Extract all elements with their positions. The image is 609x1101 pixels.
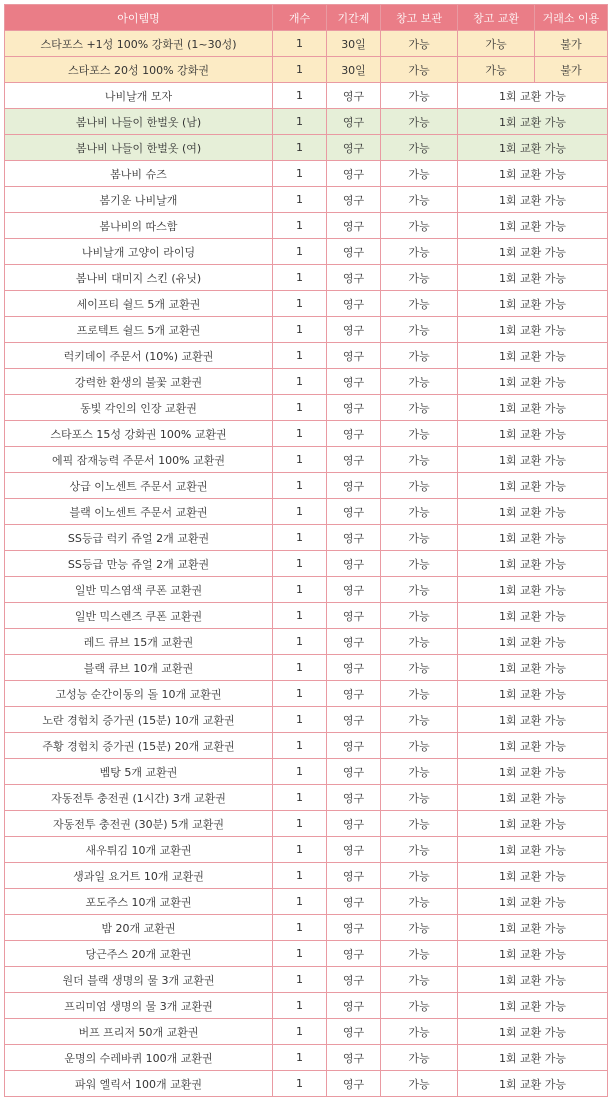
table-row bbox=[5, 759, 608, 785]
cell-count: 1 bbox=[273, 707, 327, 733]
table-row bbox=[5, 941, 608, 967]
cell-storage: 가능 bbox=[381, 707, 458, 733]
cell-period: 영구 bbox=[327, 369, 381, 395]
cell-exchange-trade: 1회 교환 가능 bbox=[458, 447, 608, 473]
cell-period: 30일 bbox=[327, 31, 381, 57]
cell-count: 1 bbox=[273, 83, 327, 109]
cell-item-name: 당근주스 20개 교환권 bbox=[5, 941, 273, 967]
cell-period: 영구 bbox=[327, 915, 381, 941]
table-row bbox=[5, 421, 608, 447]
cell-period: 영구 bbox=[327, 707, 381, 733]
cell-item-name: 상급 이노센트 주문서 교환권 bbox=[5, 473, 273, 499]
cell-storage: 가능 bbox=[381, 83, 458, 109]
cell-period: 영구 bbox=[327, 655, 381, 681]
cell-item-name: 스타포스 15성 강화권 100% 교환권 bbox=[5, 421, 273, 447]
table-row bbox=[5, 993, 608, 1019]
cell-exchange-trade: 1회 교환 가능 bbox=[458, 369, 608, 395]
cell-period: 영구 bbox=[327, 629, 381, 655]
header-exchange: 창고 교환 bbox=[458, 5, 535, 31]
cell-count: 1 bbox=[273, 291, 327, 317]
cell-period: 영구 bbox=[327, 603, 381, 629]
cell-period: 영구 bbox=[327, 863, 381, 889]
cell-storage: 가능 bbox=[381, 967, 458, 993]
cell-count: 1 bbox=[273, 317, 327, 343]
cell-storage: 가능 bbox=[381, 1071, 458, 1097]
cell-item-name: 자동전투 충전권 (1시간) 3개 교환권 bbox=[5, 785, 273, 811]
table-row bbox=[5, 83, 608, 109]
cell-item-name: 고성능 순간이동의 돌 10개 교환권 bbox=[5, 681, 273, 707]
cell-storage: 가능 bbox=[381, 239, 458, 265]
cell-period: 영구 bbox=[327, 785, 381, 811]
table-row bbox=[5, 681, 608, 707]
cell-exchange-trade: 1회 교환 가능 bbox=[458, 733, 608, 759]
cell-storage: 가능 bbox=[381, 447, 458, 473]
cell-count: 1 bbox=[273, 213, 327, 239]
cell-count: 1 bbox=[273, 265, 327, 291]
cell-storage: 가능 bbox=[381, 187, 458, 213]
cell-storage: 가능 bbox=[381, 499, 458, 525]
table-row bbox=[5, 57, 608, 83]
cell-count: 1 bbox=[273, 161, 327, 187]
cell-storage: 가능 bbox=[381, 915, 458, 941]
table-row bbox=[5, 863, 608, 889]
cell-item-name: 에픽 잠재능력 주문서 100% 교환권 bbox=[5, 447, 273, 473]
cell-item-name: 봄나비 나들이 한벌옷 (남) bbox=[5, 109, 273, 135]
table-row bbox=[5, 733, 608, 759]
cell-period: 영구 bbox=[327, 759, 381, 785]
cell-item-name: 럭키데이 주문서 (10%) 교환권 bbox=[5, 343, 273, 369]
header-storage: 창고 보관 bbox=[381, 5, 458, 31]
cell-exchange-trade: 1회 교환 가능 bbox=[458, 759, 608, 785]
cell-exchange-trade: 1회 교환 가능 bbox=[458, 83, 608, 109]
cell-count: 1 bbox=[273, 473, 327, 499]
table-row bbox=[5, 525, 608, 551]
cell-storage: 가능 bbox=[381, 603, 458, 629]
cell-count: 1 bbox=[273, 1071, 327, 1097]
cell-exchange-trade: 1회 교환 가능 bbox=[458, 915, 608, 941]
cell-storage: 가능 bbox=[381, 733, 458, 759]
cell-exchange-trade: 1회 교환 가능 bbox=[458, 1071, 608, 1097]
cell-count: 1 bbox=[273, 239, 327, 265]
table-row bbox=[5, 629, 608, 655]
cell-period: 30일 bbox=[327, 57, 381, 83]
table-row bbox=[5, 265, 608, 291]
cell-count: 1 bbox=[273, 863, 327, 889]
cell-period: 영구 bbox=[327, 1071, 381, 1097]
cell-item-name: 봄나비의 따스함 bbox=[5, 213, 273, 239]
cell-item-name: SS등급 만능 쥬얼 2개 교환권 bbox=[5, 551, 273, 577]
cell-exchange-trade: 1회 교환 가능 bbox=[458, 603, 608, 629]
cell-count: 1 bbox=[273, 603, 327, 629]
item-table bbox=[4, 4, 608, 1097]
cell-count: 1 bbox=[273, 629, 327, 655]
table-row bbox=[5, 707, 608, 733]
cell-period: 영구 bbox=[327, 291, 381, 317]
cell-exchange-trade: 1회 교환 가능 bbox=[458, 681, 608, 707]
cell-item-name: 자동전투 충전권 (30분) 5개 교환권 bbox=[5, 811, 273, 837]
cell-storage: 가능 bbox=[381, 213, 458, 239]
table-row bbox=[5, 109, 608, 135]
cell-exchange-trade: 1회 교환 가능 bbox=[458, 109, 608, 135]
cell-item-name: 동빛 각인의 인장 교환권 bbox=[5, 395, 273, 421]
cell-count: 1 bbox=[273, 889, 327, 915]
cell-exchange-trade: 1회 교환 가능 bbox=[458, 135, 608, 161]
cell-storage: 가능 bbox=[381, 421, 458, 447]
cell-period: 영구 bbox=[327, 473, 381, 499]
cell-item-name: 스타포스 20성 100% 강화권 bbox=[5, 57, 273, 83]
cell-item-name: 스타포스 +1성 100% 강화권 (1~30성) bbox=[5, 31, 273, 57]
table-row bbox=[5, 31, 608, 57]
cell-storage: 가능 bbox=[381, 785, 458, 811]
cell-item-name: 세이프티 쉴드 5개 교환권 bbox=[5, 291, 273, 317]
cell-count: 1 bbox=[273, 57, 327, 83]
cell-count: 1 bbox=[273, 135, 327, 161]
table-row bbox=[5, 447, 608, 473]
cell-item-name: 일반 믹스염색 쿠폰 교환권 bbox=[5, 577, 273, 603]
cell-item-name: 강력한 환생의 불꽃 교환권 bbox=[5, 369, 273, 395]
table-row bbox=[5, 1019, 608, 1045]
cell-item-name: 생과일 요거트 10개 교환권 bbox=[5, 863, 273, 889]
cell-item-name: 원더 블랙 생명의 물 3개 교환권 bbox=[5, 967, 273, 993]
table-row bbox=[5, 369, 608, 395]
cell-exchange-trade: 1회 교환 가능 bbox=[458, 473, 608, 499]
cell-period: 영구 bbox=[327, 681, 381, 707]
cell-exchange-trade: 1회 교환 가능 bbox=[458, 707, 608, 733]
cell-count: 1 bbox=[273, 837, 327, 863]
cell-storage: 가능 bbox=[381, 291, 458, 317]
table-row bbox=[5, 837, 608, 863]
cell-period: 영구 bbox=[327, 135, 381, 161]
table-row bbox=[5, 915, 608, 941]
cell-item-name: 밤 20개 교환권 bbox=[5, 915, 273, 941]
cell-exchange-trade: 1회 교환 가능 bbox=[458, 421, 608, 447]
cell-storage: 가능 bbox=[381, 681, 458, 707]
cell-item-name: 프리미엄 생명의 물 3개 교환권 bbox=[5, 993, 273, 1019]
cell-storage: 가능 bbox=[381, 941, 458, 967]
cell-item-name: 버프 프리저 50개 교환권 bbox=[5, 1019, 273, 1045]
cell-period: 영구 bbox=[327, 83, 381, 109]
cell-period: 영구 bbox=[327, 551, 381, 577]
cell-storage: 가능 bbox=[381, 863, 458, 889]
cell-period: 영구 bbox=[327, 577, 381, 603]
cell-period: 영구 bbox=[327, 967, 381, 993]
table-row bbox=[5, 1071, 608, 1097]
table-row bbox=[5, 785, 608, 811]
cell-storage: 가능 bbox=[381, 551, 458, 577]
cell-storage: 가능 bbox=[381, 1045, 458, 1071]
cell-count: 1 bbox=[273, 993, 327, 1019]
cell-storage: 가능 bbox=[381, 109, 458, 135]
cell-item-name: 운명의 수레바퀴 100개 교환권 bbox=[5, 1045, 273, 1071]
cell-period: 영구 bbox=[327, 213, 381, 239]
cell-count: 1 bbox=[273, 395, 327, 421]
cell-exchange-trade: 1회 교환 가능 bbox=[458, 1045, 608, 1071]
table-row bbox=[5, 291, 608, 317]
cell-storage: 가능 bbox=[381, 473, 458, 499]
cell-exchange-trade: 1회 교환 가능 bbox=[458, 187, 608, 213]
cell-item-name: 블랙 이노센트 주문서 교환권 bbox=[5, 499, 273, 525]
cell-count: 1 bbox=[273, 733, 327, 759]
cell-period: 영구 bbox=[327, 993, 381, 1019]
cell-storage: 가능 bbox=[381, 811, 458, 837]
cell-period: 영구 bbox=[327, 421, 381, 447]
cell-period: 영구 bbox=[327, 733, 381, 759]
cell-item-name: 프로텍트 쉴드 5개 교환권 bbox=[5, 317, 273, 343]
cell-exchange-trade: 1회 교환 가능 bbox=[458, 863, 608, 889]
table-row bbox=[5, 239, 608, 265]
cell-period: 영구 bbox=[327, 395, 381, 421]
header-period: 기간제 bbox=[327, 5, 381, 31]
cell-storage: 가능 bbox=[381, 525, 458, 551]
table-row bbox=[5, 135, 608, 161]
cell-count: 1 bbox=[273, 941, 327, 967]
cell-item-name: 노란 경험치 증가권 (15분) 10개 교환권 bbox=[5, 707, 273, 733]
cell-exchange-trade: 1회 교환 가능 bbox=[458, 239, 608, 265]
cell-exchange-trade: 1회 교환 가능 bbox=[458, 837, 608, 863]
cell-count: 1 bbox=[273, 681, 327, 707]
cell-item-name: 나비날개 모자 bbox=[5, 83, 273, 109]
cell-exchange-trade: 1회 교환 가능 bbox=[458, 941, 608, 967]
cell-exchange-trade: 1회 교환 가능 bbox=[458, 317, 608, 343]
cell-exchange-trade: 1회 교환 가능 bbox=[458, 785, 608, 811]
cell-storage: 가능 bbox=[381, 655, 458, 681]
table-row bbox=[5, 889, 608, 915]
cell-item-name: 일반 믹스렌즈 쿠폰 교환권 bbox=[5, 603, 273, 629]
cell-period: 영구 bbox=[327, 109, 381, 135]
cell-period: 영구 bbox=[327, 343, 381, 369]
cell-count: 1 bbox=[273, 577, 327, 603]
table-row bbox=[5, 577, 608, 603]
cell-storage: 가능 bbox=[381, 993, 458, 1019]
cell-storage: 가능 bbox=[381, 1019, 458, 1045]
table-row bbox=[5, 395, 608, 421]
cell-item-name: 봄나비 슈즈 bbox=[5, 161, 273, 187]
table-row bbox=[5, 213, 608, 239]
cell-count: 1 bbox=[273, 1019, 327, 1045]
table-row bbox=[5, 1045, 608, 1071]
cell-storage: 가능 bbox=[381, 759, 458, 785]
cell-count: 1 bbox=[273, 31, 327, 57]
header-count: 개수 bbox=[273, 5, 327, 31]
cell-item-name: 나비날개 고양이 라이딩 bbox=[5, 239, 273, 265]
cell-exchange-trade: 1회 교환 가능 bbox=[458, 967, 608, 993]
cell-exchange-trade: 1회 교환 가능 bbox=[458, 655, 608, 681]
cell-item-name: 주황 경험치 증가권 (15분) 20개 교환권 bbox=[5, 733, 273, 759]
cell-exchange-trade: 1회 교환 가능 bbox=[458, 525, 608, 551]
cell-exchange: 가능 bbox=[458, 31, 535, 57]
cell-trade: 불가 bbox=[535, 57, 608, 83]
cell-exchange-trade: 1회 교환 가능 bbox=[458, 291, 608, 317]
cell-count: 1 bbox=[273, 785, 327, 811]
cell-storage: 가능 bbox=[381, 135, 458, 161]
cell-count: 1 bbox=[273, 551, 327, 577]
cell-item-name: 포도주스 10개 교환권 bbox=[5, 889, 273, 915]
table-row bbox=[5, 161, 608, 187]
cell-exchange-trade: 1회 교환 가능 bbox=[458, 265, 608, 291]
cell-item-name: 새우튀김 10개 교환권 bbox=[5, 837, 273, 863]
cell-count: 1 bbox=[273, 967, 327, 993]
table-row bbox=[5, 499, 608, 525]
cell-storage: 가능 bbox=[381, 395, 458, 421]
cell-exchange-trade: 1회 교환 가능 bbox=[458, 395, 608, 421]
cell-count: 1 bbox=[273, 109, 327, 135]
cell-period: 영구 bbox=[327, 889, 381, 915]
cell-exchange-trade: 1회 교환 가능 bbox=[458, 1019, 608, 1045]
cell-count: 1 bbox=[273, 421, 327, 447]
cell-storage: 가능 bbox=[381, 343, 458, 369]
cell-item-name: 벰탕 5개 교환권 bbox=[5, 759, 273, 785]
cell-item-name: 블랙 큐브 10개 교환권 bbox=[5, 655, 273, 681]
table-row bbox=[5, 967, 608, 993]
cell-period: 영구 bbox=[327, 941, 381, 967]
table-row bbox=[5, 655, 608, 681]
cell-storage: 가능 bbox=[381, 889, 458, 915]
cell-count: 1 bbox=[273, 1045, 327, 1071]
cell-count: 1 bbox=[273, 811, 327, 837]
cell-period: 영구 bbox=[327, 811, 381, 837]
header-item-name: 아이템명 bbox=[5, 5, 273, 31]
cell-count: 1 bbox=[273, 915, 327, 941]
cell-item-name: 봄나비 나들이 한벌옷 (여) bbox=[5, 135, 273, 161]
cell-period: 영구 bbox=[327, 1045, 381, 1071]
cell-count: 1 bbox=[273, 369, 327, 395]
table-row bbox=[5, 343, 608, 369]
cell-exchange-trade: 1회 교환 가능 bbox=[458, 811, 608, 837]
cell-exchange-trade: 1회 교환 가능 bbox=[458, 161, 608, 187]
cell-period: 영구 bbox=[327, 317, 381, 343]
cell-exchange-trade: 1회 교환 가능 bbox=[458, 499, 608, 525]
cell-exchange-trade: 1회 교환 가능 bbox=[458, 343, 608, 369]
cell-trade: 불가 bbox=[535, 31, 608, 57]
cell-count: 1 bbox=[273, 499, 327, 525]
cell-item-name: 봄기운 나비날개 bbox=[5, 187, 273, 213]
cell-period: 영구 bbox=[327, 499, 381, 525]
cell-count: 1 bbox=[273, 525, 327, 551]
cell-exchange: 가능 bbox=[458, 57, 535, 83]
table-row bbox=[5, 603, 608, 629]
cell-exchange-trade: 1회 교환 가능 bbox=[458, 889, 608, 915]
cell-period: 영구 bbox=[327, 161, 381, 187]
cell-period: 영구 bbox=[327, 265, 381, 291]
cell-exchange-trade: 1회 교환 가능 bbox=[458, 577, 608, 603]
cell-exchange-trade: 1회 교환 가능 bbox=[458, 213, 608, 239]
cell-storage: 가능 bbox=[381, 265, 458, 291]
table-row bbox=[5, 811, 608, 837]
cell-storage: 가능 bbox=[381, 317, 458, 343]
cell-count: 1 bbox=[273, 759, 327, 785]
cell-storage: 가능 bbox=[381, 629, 458, 655]
cell-period: 영구 bbox=[327, 447, 381, 473]
cell-count: 1 bbox=[273, 187, 327, 213]
cell-item-name: SS등급 럭키 쥬얼 2개 교환권 bbox=[5, 525, 273, 551]
cell-storage: 가능 bbox=[381, 369, 458, 395]
cell-period: 영구 bbox=[327, 837, 381, 863]
table-body bbox=[5, 31, 608, 1097]
cell-exchange-trade: 1회 교환 가능 bbox=[458, 551, 608, 577]
cell-count: 1 bbox=[273, 343, 327, 369]
table-row bbox=[5, 317, 608, 343]
cell-item-name: 봄나비 대미지 스킨 (유닛) bbox=[5, 265, 273, 291]
cell-count: 1 bbox=[273, 447, 327, 473]
cell-exchange-trade: 1회 교환 가능 bbox=[458, 993, 608, 1019]
cell-exchange-trade: 1회 교환 가능 bbox=[458, 629, 608, 655]
cell-storage: 가능 bbox=[381, 57, 458, 83]
cell-storage: 가능 bbox=[381, 837, 458, 863]
cell-period: 영구 bbox=[327, 187, 381, 213]
table-row bbox=[5, 187, 608, 213]
cell-item-name: 레드 큐브 15개 교환권 bbox=[5, 629, 273, 655]
cell-count: 1 bbox=[273, 655, 327, 681]
header-trade: 거래소 이용 bbox=[535, 5, 608, 31]
table-row bbox=[5, 551, 608, 577]
cell-period: 영구 bbox=[327, 1019, 381, 1045]
cell-storage: 가능 bbox=[381, 31, 458, 57]
cell-item-name: 파워 엘릭서 100개 교환권 bbox=[5, 1071, 273, 1097]
cell-storage: 가능 bbox=[381, 577, 458, 603]
table-row bbox=[5, 473, 608, 499]
cell-period: 영구 bbox=[327, 525, 381, 551]
table-header-row bbox=[5, 5, 608, 31]
cell-period: 영구 bbox=[327, 239, 381, 265]
cell-storage: 가능 bbox=[381, 161, 458, 187]
